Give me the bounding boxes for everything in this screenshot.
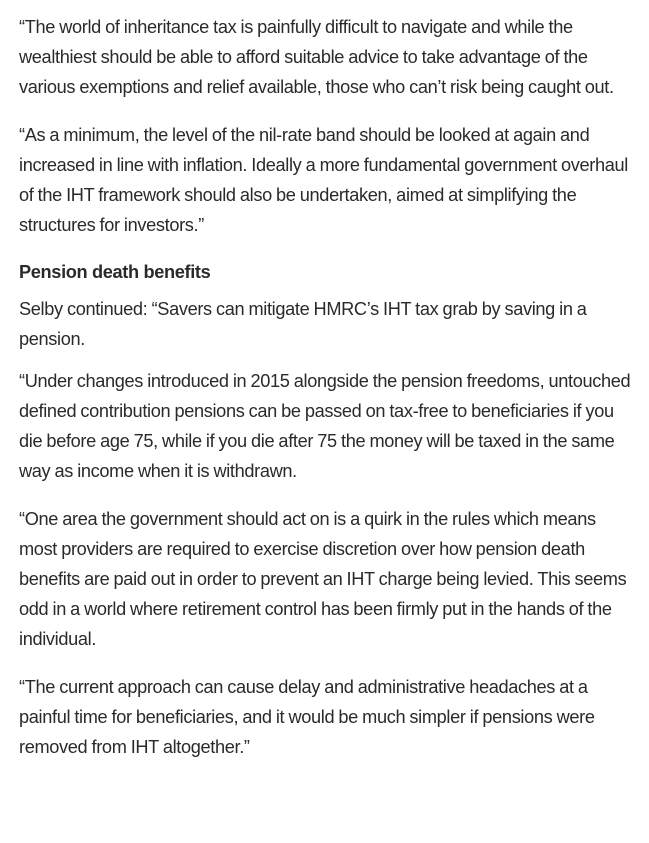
paragraph-2015-changes: “Under changes introduced in 2015 alongside the pension freedoms, untouched defined contribution pensions can be passed on tax-free to beneficiaries if you die before age 75, while if you die after 75 the money will be taxed in the same way as income when it is withdrawn. (19, 371, 631, 481)
paragraph-government-quirk: “One area the government should act on is a quirk in the rules which means most providers are required to exercise discretion over how pension death benefits are paid out in order to prevent an IHT charge being levied. This seems odd in a world where retirement control has been firmly put in the hands of the individual. (19, 509, 627, 649)
paragraph-iht-difficulty: “The world of inheritance tax is painfully difficult to navigate and while the wealthiest should be able to afford suitable advice to take advantage of the various exemptions and relief available, those who can’t risk being caught out. (19, 17, 614, 97)
section-heading: Pension death benefits (19, 262, 211, 282)
paragraph-selby-continued: Selby continued: “Savers can mitigate HMRC’s IHT tax grab by saving in a pension. (19, 299, 587, 349)
paragraph-current-approach: “The current approach can cause delay and administrative headaches at a painful time for beneficiaries, and it would be much simpler if pensions were removed from IHT altogether.” (19, 677, 595, 757)
paragraph-nil-rate-band: “As a minimum, the level of the nil-rate band should be looked at again and increased in line with inflation. Ideally a more fundamental government overhaul of the IHT framework should also be undertaken, aimed at simplifying the structures for investors.” (19, 125, 628, 235)
